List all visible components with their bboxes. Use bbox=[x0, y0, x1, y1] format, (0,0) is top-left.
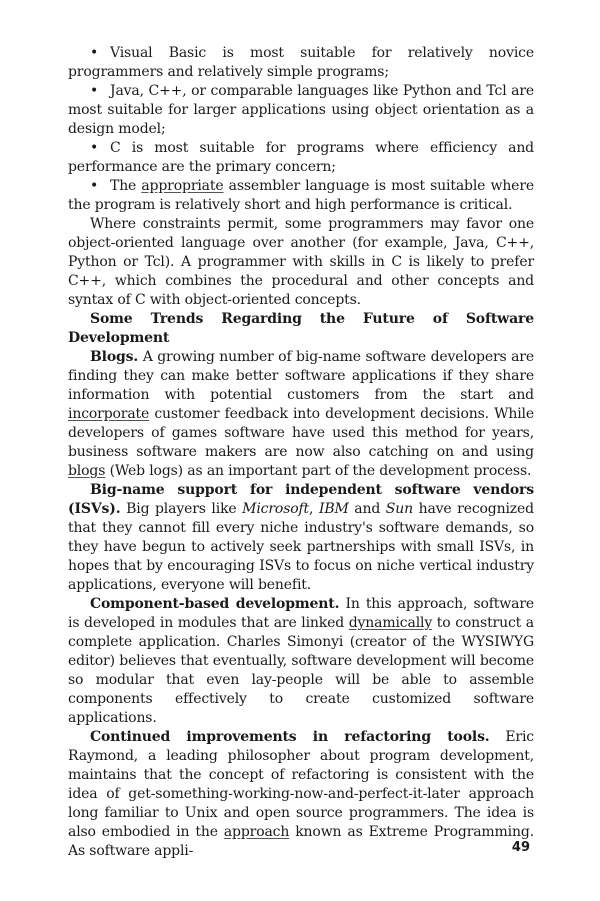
link-appropriate[interactable]: appropriate bbox=[141, 178, 224, 194]
lead-component: Component-based development. bbox=[90, 596, 340, 612]
paragraph-blogs bbox=[68, 348, 534, 481]
bullet-c: • C is most suitable for programs where efficiency and performance are the primary concern; bbox=[68, 139, 534, 177]
isv-text-2: , bbox=[309, 501, 319, 517]
lead-blogs: Blogs. bbox=[90, 349, 139, 365]
bullet-assembler-text-end: assembler language is most suitable where the program is relatively short and high performance is critical. bbox=[68, 178, 534, 213]
refactoring-text-2: known as Extreme Programming. As software appli- bbox=[68, 824, 534, 859]
link-blogs[interactable]: blogs bbox=[68, 463, 106, 479]
blogs-text-3: (Web logs) as an important part of the development process. bbox=[105, 463, 532, 479]
page-number: 49 bbox=[511, 840, 530, 855]
lead-refactoring: Continued improvements in refactoring tools. bbox=[90, 729, 490, 745]
isv-text-1: Big players like bbox=[120, 501, 243, 517]
isv-text-3: and bbox=[348, 501, 386, 517]
link-dynamically[interactable]: dynamically bbox=[348, 615, 433, 631]
paragraph-refactoring bbox=[68, 728, 534, 861]
section-heading: Some Trends Regarding the Future of Software Development bbox=[68, 311, 534, 346]
bullet-visual-basic: • Visual Basic is most suitable for relatively novice programmers and relatively simple programs; bbox=[68, 44, 534, 82]
bullet-assembler bbox=[68, 177, 534, 215]
lead-isv: Big-name support for independent software vendors (ISVs). bbox=[68, 482, 534, 517]
page-body bbox=[68, 44, 534, 861]
bullet-java-cpp: • Java, C++, or comparable languages like Python and Tcl are most suitable for larger applications using object orientation as a design model; bbox=[68, 82, 534, 139]
blogs-text-1: A growing number of big-name software developers are finding they can make better software applications if they share information with potential customers from the start and bbox=[68, 349, 534, 403]
isv-microsoft: Microsoft bbox=[242, 501, 310, 517]
paragraph-isv bbox=[68, 481, 534, 595]
isv-sun: Sun bbox=[385, 501, 413, 517]
paragraph-constraints: Where constraints permit, some programmers may favor one object-oriented language over another (for example, Java, C++, Python or Tcl). A programmer with skills in C is likely to prefer C++, which combines the procedural and other concepts and syntax of C with object-oriented concepts. bbox=[68, 216, 534, 308]
isv-text-4: have recognized that they cannot fill every niche industry's software demands, so they have begun to actively seek partnerships with small ISVs, in hopes that by encouraging ISVs to focus on niche vertical industry applications, everyone will benefit. bbox=[68, 501, 534, 593]
refactoring-text-1: Eric Raymond, a leading philosopher about program development, maintains that the concept of refactoring is consistent with the idea of get-something-working-now-and-perfect-it-later approach long familiar to Unix and open source programmers. The idea is also embodied in the bbox=[68, 729, 534, 840]
component-text-1: In this approach, software is developed in modules that are linked bbox=[68, 596, 534, 631]
isv-ibm: IBM bbox=[318, 501, 349, 517]
blogs-text-2: customer feedback into development decisions. While developers of games software have used this method for years, business software makers are now also catching on and using bbox=[68, 406, 534, 460]
link-incorporate[interactable]: incorporate bbox=[68, 406, 150, 422]
paragraph-component bbox=[68, 595, 534, 728]
link-approach[interactable]: approach bbox=[223, 824, 290, 840]
bullet-assembler-text: The bbox=[110, 178, 142, 194]
component-text-2: to construct a complete application. Charles Simonyi (creator of the WYSIWYG editor) believes that eventually, software development will become so modular that even lay-people will be able to assemble components effectively to create customized software applications. bbox=[68, 615, 534, 726]
